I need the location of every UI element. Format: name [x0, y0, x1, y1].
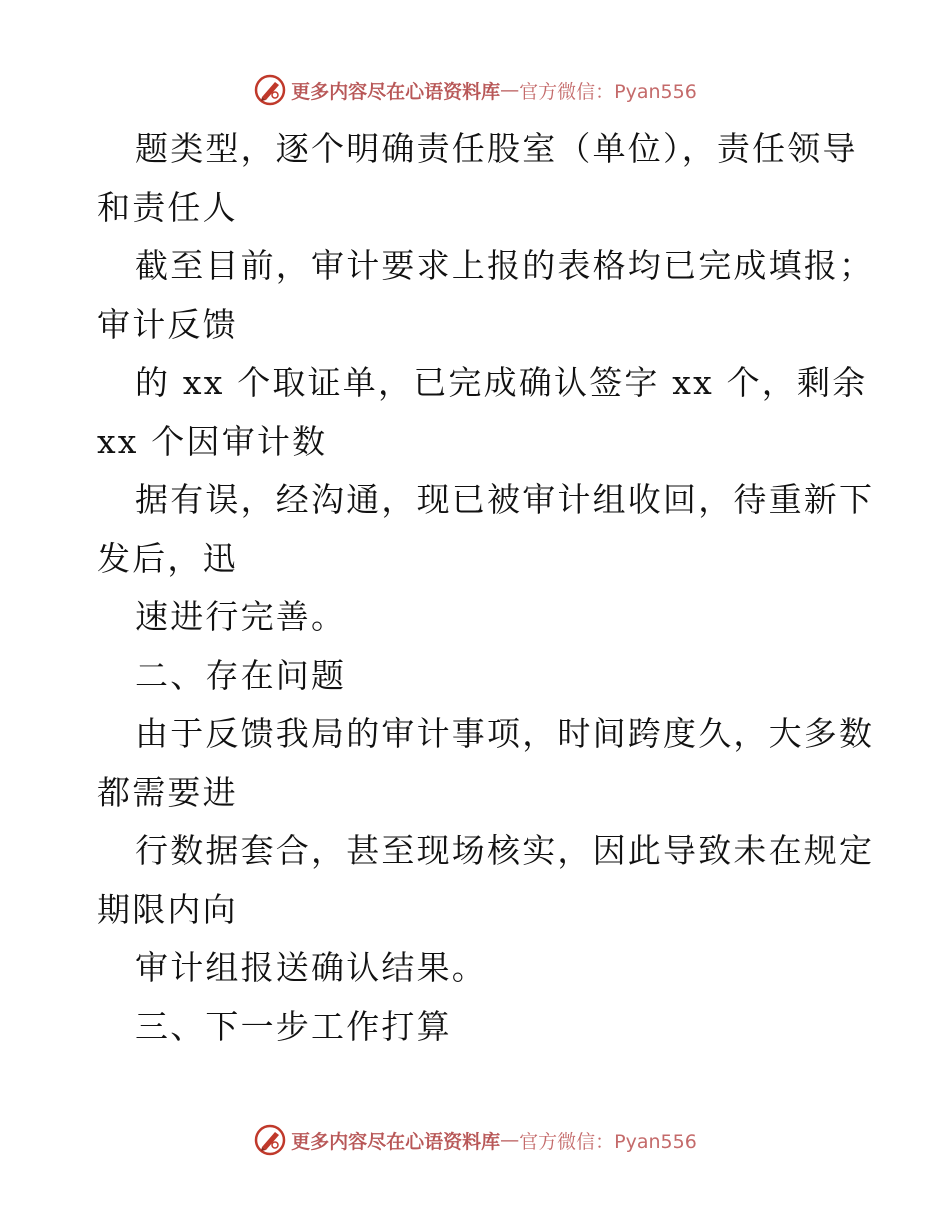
header-banner [0, 70, 950, 110]
text-line: xx 个因审计数 [97, 421, 328, 461]
section-heading: 二、存在问题 [135, 655, 347, 695]
text-line: 审计组报送确认结果。 [135, 948, 487, 987]
section-heading: 三、下一步工作打算 [135, 1006, 452, 1046]
banner-separator: — [500, 79, 520, 101]
text-line: 行数据套合，甚至现场核实，因此导致未在规定 [135, 831, 875, 870]
banner-site-text: 更多内容尽在心语资料库 [291, 1130, 501, 1153]
document-body [97, 120, 875, 1056]
text-line: 题类型，逐个明确责任股室（单位），责任领导 [135, 129, 858, 168]
footer-banner [0, 1120, 950, 1160]
logo-icon [253, 1123, 287, 1157]
banner-wechat-text: 官方微信：Pyan556 [519, 1130, 697, 1153]
text-line: 由于反馈我局的审计事项，时间跨度久，大多数 [135, 714, 875, 753]
text-line: 截至目前，审计要求上报的表格均已完成填报； [135, 246, 875, 285]
text-line: 发后，迅 [97, 538, 238, 578]
text-line: 审计反馈 [97, 304, 238, 344]
text-line: 据有误，经沟通，现已被审计组收回，待重新下 [135, 480, 875, 519]
logo-icon [253, 73, 287, 107]
text-line: 的 xx 个取证单，已完成确认签字 xx 个，剩余 [135, 363, 868, 402]
text-line: 速进行完善。 [135, 597, 347, 636]
banner-wechat-text: 官方微信：Pyan556 [519, 80, 697, 103]
banner-separator: — [500, 1129, 520, 1151]
text-line: 期限内向 [97, 889, 238, 929]
text-line: 和责任人 [97, 187, 238, 227]
text-line: 都需要进 [97, 772, 238, 812]
banner-site-text: 更多内容尽在心语资料库 [291, 80, 501, 103]
